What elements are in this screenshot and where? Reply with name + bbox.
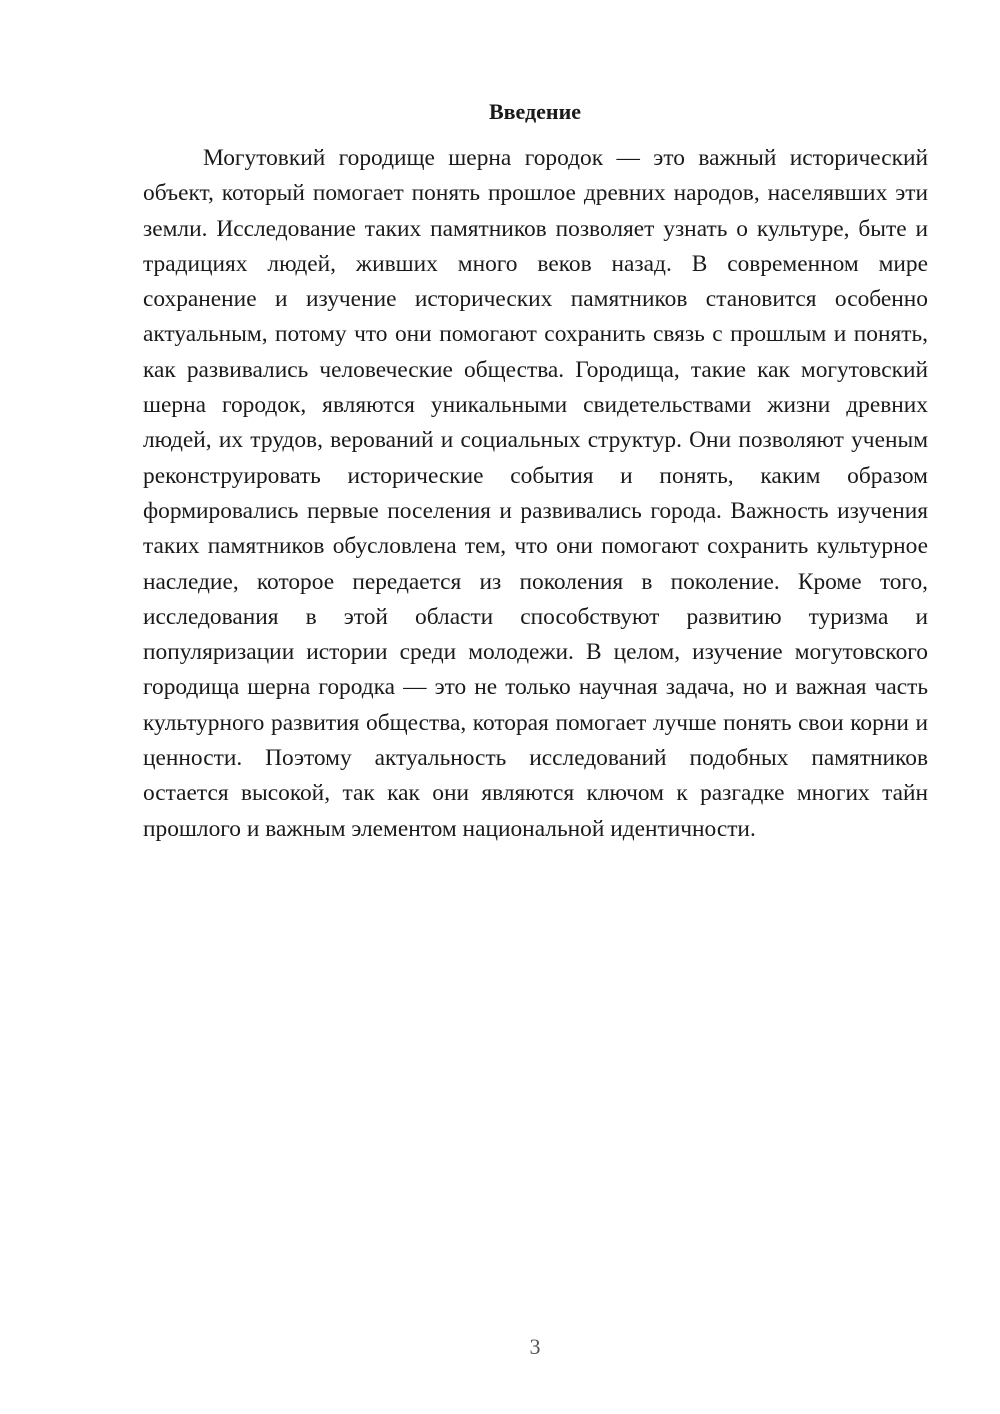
body-paragraph: Могутовкий городище шерна городок — это важный исторический объект, который помогает понять прошлое древних народов, населявших эти земли. Исследование таких памятников позволяет узнать о культуре, быте и традициях людей, живших много веков назад. В современном мире сохранение и изучение исторических памятников становится особенно актуальным, потому что они помогают сохранить связь с прошлым и понять, как развивались человеческие общества. Городища, такие как могутовский шерна городок, являются уникальными свидетельствами жизни древних людей, их трудов, верований и социальных структур. Они позволяют ученым реконструировать исторические события и понять, каким образом формировались первые поселения и развивались города. Важность изучения таких памятников обусловлена тем, что они помогают сохранить культурное наследие, которое передается из поколения в поколение. Кроме того, исследования в этой области способствуют развитию туризма и популяризации истории среди молодежи. В целом, изучение могутовского городища шерна городка — это не только научная задача, но и важная часть культурного развития общества, которая помогает лучше понять свои корни и ценности. Поэтому актуальность исследований подобных памятников остается высокой, так как они являются ключом к разгадке многих тайн прошлого и важным элементом национальной идентичности. — [143, 145, 928, 842]
page-number: 3 — [529, 1334, 541, 1359]
section-heading: Введение — [488, 99, 582, 124]
